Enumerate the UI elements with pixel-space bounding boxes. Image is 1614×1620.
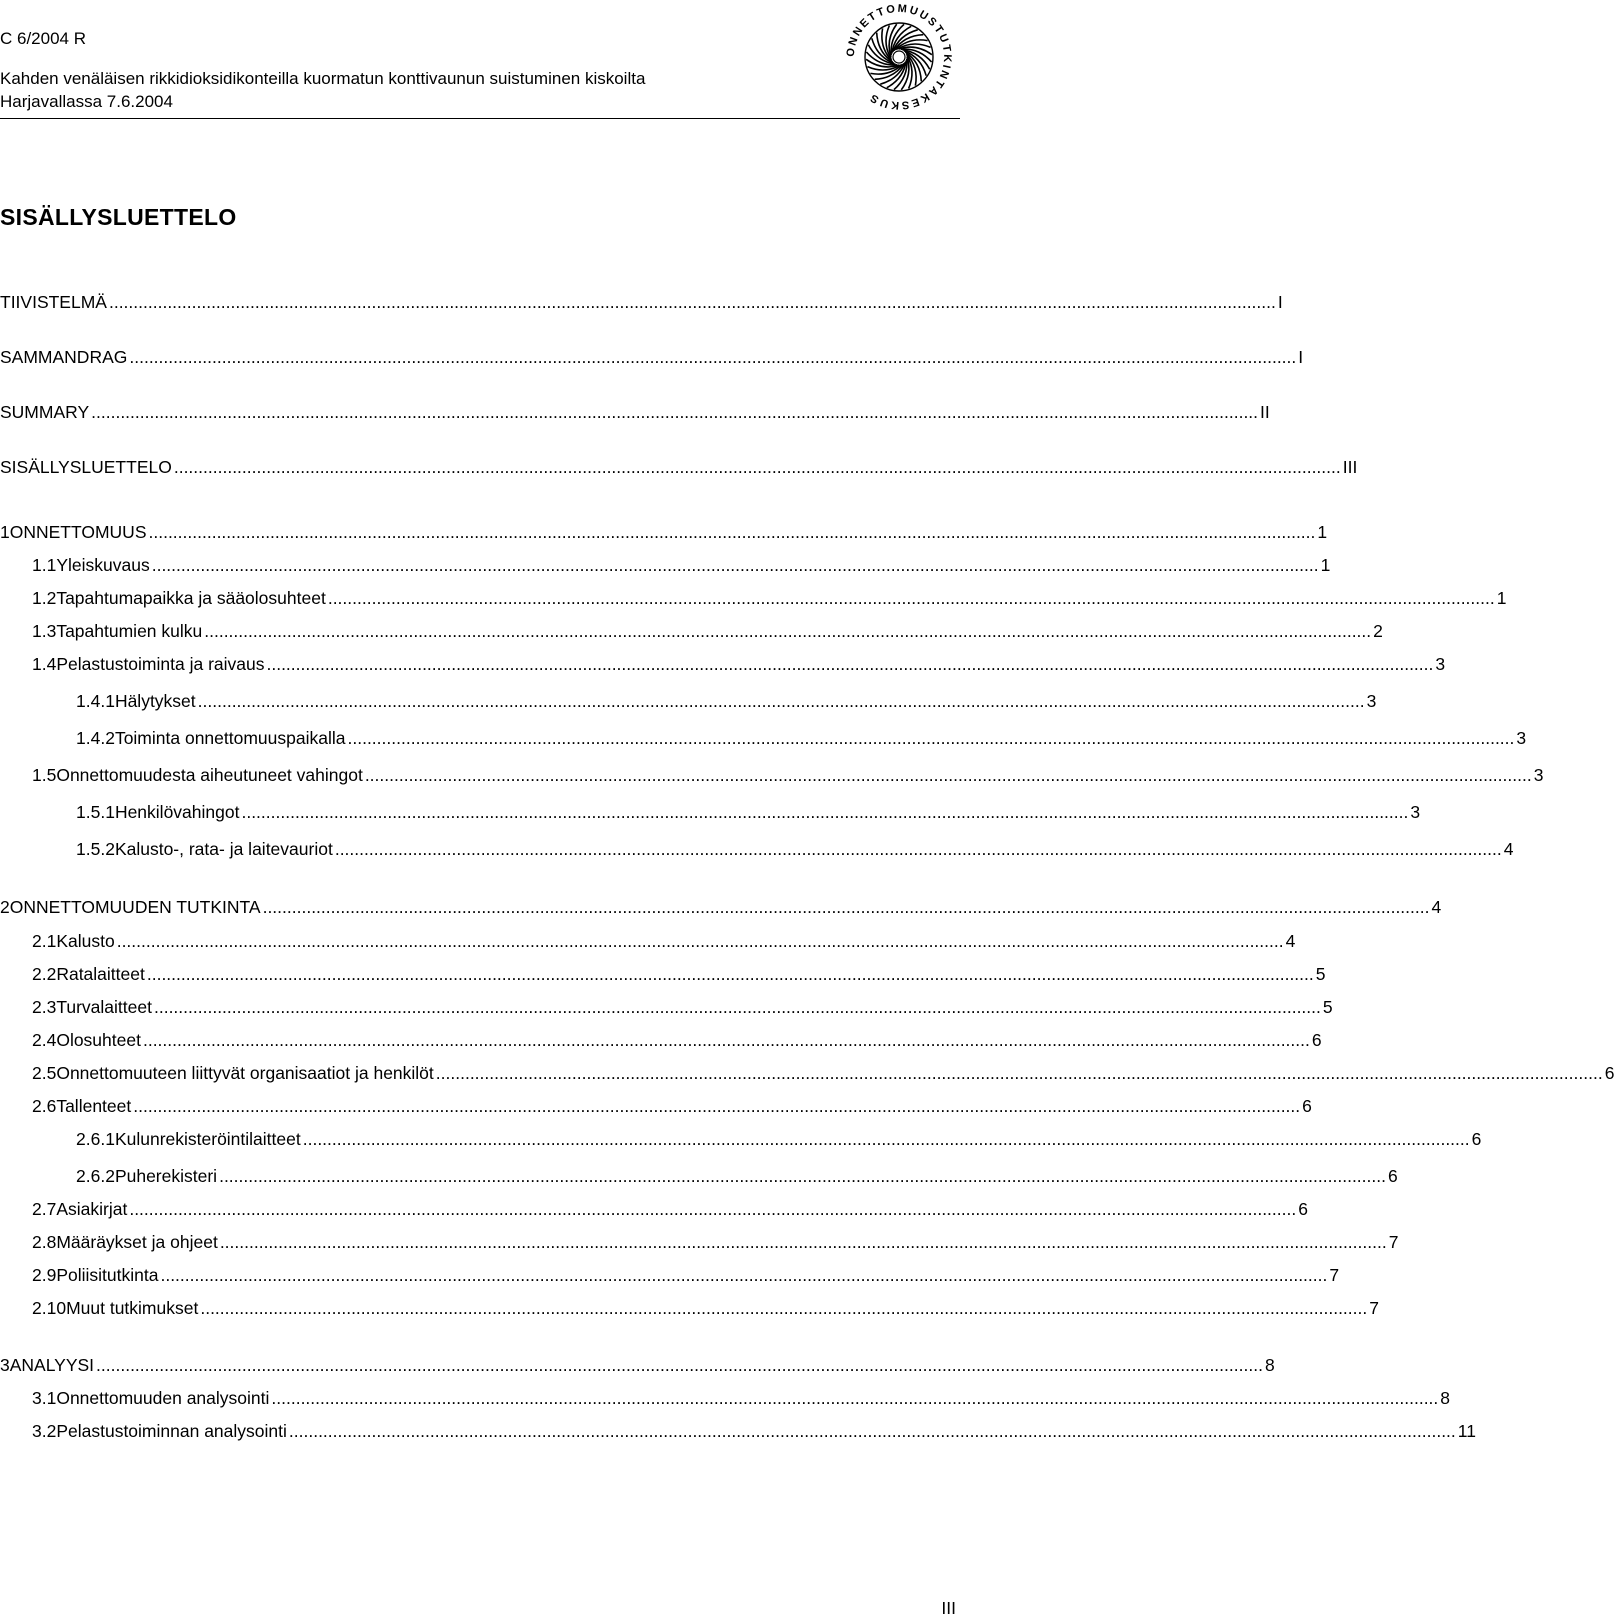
- toc-entry-title: Kulunrekisteröintilaitteet: [114, 1129, 301, 1149]
- toc-entry-page: 6: [1298, 1199, 1308, 1219]
- toc-entry-title: Onnettomuudesta aiheutuneet vahingot: [56, 765, 363, 785]
- toc-entry-number: 2.6.2: [76, 1166, 115, 1186]
- toc-entry[interactable]: [0, 345, 1304, 369]
- toc-entry-title: ANALYYSI: [9, 1355, 95, 1375]
- toc-entry[interactable]: [0, 652, 1446, 676]
- toc-dot-leader: ................................................................................................................................................................................................................................................: [219, 1166, 1386, 1186]
- toc-entry-page: 6: [1471, 1129, 1482, 1149]
- toc-entry-title: SUMMARY: [0, 402, 90, 422]
- toc-entry-title: Pelastustoiminnan analysointi: [56, 1421, 287, 1441]
- toc-entry-title: Pelastustoiminta ja raivaus: [56, 654, 265, 674]
- toc-entry[interactable]: [0, 1127, 1482, 1151]
- toc-entry-page: 1: [1320, 555, 1331, 575]
- toc-entry[interactable]: [0, 1197, 1308, 1221]
- toc-title: SISÄLLYSLUETTELO: [0, 204, 237, 230]
- toc-dot-leader: ................................................................................................................................................................................................................................................: [91, 402, 1259, 422]
- toc-entry[interactable]: [0, 800, 1421, 824]
- toc-entry-number: 1.1: [32, 555, 57, 575]
- toc-entry-page: 1: [1317, 522, 1328, 542]
- toc-entry-number: 1.4.2: [76, 728, 115, 748]
- toc-entry[interactable]: [0, 290, 1283, 314]
- toc-entry[interactable]: [0, 689, 1377, 713]
- toc-entry[interactable]: [0, 1386, 1451, 1410]
- toc-entry-number: 2.5: [32, 1063, 57, 1083]
- toc-entry-title: Yleiskuvaus: [56, 555, 150, 575]
- toc-entry-title: Henkilövahingot: [114, 802, 240, 822]
- toc-entry-number: 2.7: [32, 1199, 57, 1219]
- toc-dot-leader: ................................................................................................................................................................................................................................................: [241, 802, 1409, 822]
- toc-entry-title: Poliisitutkinta: [56, 1265, 159, 1285]
- toc-entry[interactable]: [0, 1028, 1322, 1052]
- toc-entry-page: 7: [1329, 1265, 1340, 1285]
- toc-entry-title: Olosuhteet: [56, 1030, 141, 1050]
- toc-entry-number: 1.5: [32, 765, 57, 785]
- toc-entry-title: Kalusto-, rata- ja laitevauriot: [114, 839, 333, 859]
- toc-entry-number: 2.9: [32, 1265, 57, 1285]
- toc-entry-page: 2: [1373, 621, 1383, 641]
- toc-entry[interactable]: [0, 962, 1326, 986]
- toc-dot-leader: ................................................................................................................................................................................................................................................: [302, 1129, 1470, 1149]
- toc-dot-leader: ................................................................................................................................................................................................................................................: [146, 964, 1314, 984]
- toc-entry-page: 1: [1496, 588, 1507, 608]
- toc-entry-page: 3: [1533, 765, 1544, 785]
- page-header: [0, 0, 960, 124]
- toc-entry-number: 2.3: [32, 997, 57, 1017]
- toc-entry-number: 1.3: [32, 621, 57, 641]
- toc-entry[interactable]: [0, 553, 1331, 577]
- toc-entry-number: 2.4: [32, 1030, 57, 1050]
- toc-entry-title: Ratalaitteet: [56, 964, 145, 984]
- toc-entry-title: Kalusto: [56, 931, 115, 951]
- toc-dot-leader: ................................................................................................................................................................................................................................................: [173, 457, 1341, 477]
- toc-entry-title: ONNETTOMUUS: [9, 522, 147, 542]
- toc-entry-title: SAMMANDRAG: [0, 347, 128, 367]
- toc-dot-leader: ................................................................................................................................................................................................................................................: [116, 931, 1284, 951]
- toc-entry[interactable]: [0, 1061, 1614, 1085]
- toc-entry[interactable]: [0, 763, 1544, 787]
- toc-entry-number: 1.5.2: [76, 839, 115, 859]
- toc-entry-page: 3: [1516, 728, 1527, 748]
- toc-entry-title: Turvalaitteet: [56, 997, 152, 1017]
- toc-entry-number: 3.1: [32, 1388, 57, 1408]
- toc-dot-leader: ................................................................................................................................................................................................................................................: [197, 691, 1365, 711]
- toc-entry-title: Onnettomuuteen liittyvät organisaatiot ja henkilöt: [56, 1063, 434, 1083]
- toc-entry-title: Onnettomuuden analysointi: [56, 1388, 270, 1408]
- toc-entry-title: ONNETTOMUUDEN TUTKINTA: [9, 897, 261, 917]
- toc-dot-leader: ................................................................................................................................................................................................................................................: [200, 1298, 1368, 1318]
- toc-dot-leader: ................................................................................................................................................................................................................................................: [364, 765, 1532, 785]
- toc-entry-title: Asiakirjat: [56, 1199, 128, 1219]
- toc-dot-leader: ................................................................................................................................................................................................................................................: [148, 522, 1316, 542]
- toc-entry[interactable]: [0, 400, 1270, 424]
- toc-entry-number: 1.5.1: [76, 802, 115, 822]
- toc-entry-page: 8: [1264, 1355, 1275, 1375]
- toc-dot-leader: ................................................................................................................................................................................................................................................: [160, 1265, 1328, 1285]
- toc-entry[interactable]: [0, 1296, 1379, 1320]
- toc-entry-number: 3.2: [32, 1421, 57, 1441]
- toc-entry-page: 11: [1457, 1421, 1476, 1441]
- toc-entry-page: 3: [1435, 654, 1446, 674]
- toc-entry[interactable]: [0, 619, 1383, 643]
- toc-entry[interactable]: [0, 1353, 1275, 1377]
- toc-entry[interactable]: [0, 726, 1527, 750]
- report-code: C 6/2004 R: [0, 29, 86, 48]
- toc-dot-leader: ................................................................................................................................................................................................................................................: [129, 347, 1297, 367]
- toc-entry-number: 2: [0, 897, 10, 917]
- toc-entry-page: 6: [1311, 1030, 1322, 1050]
- toc-entry[interactable]: [0, 995, 1333, 1019]
- toc-entry-page: II: [1260, 402, 1270, 422]
- toc-entry-number: 2.6.1: [76, 1129, 115, 1149]
- toc-entry-page: 6: [1302, 1096, 1312, 1116]
- toc-entry-title: Tallenteet: [56, 1096, 132, 1116]
- toc-entry-title: Tapahtumapaikka ja sääolosuhteet: [56, 588, 326, 608]
- toc-entry-number: 2.6: [32, 1096, 57, 1116]
- svg-text:ONNETTOMUUSTUTKINTAKESKUS: ONNETTOMUUSTUTKINTAKESKUS: [844, 2, 954, 112]
- toc-entry-page: 7: [1388, 1232, 1399, 1252]
- toc-entry-page: I: [1298, 347, 1304, 367]
- toc-dot-leader: ................................................................................................................................................................................................................................................: [327, 588, 1495, 608]
- toc-entry-page: 5: [1315, 964, 1326, 984]
- toc-entry-page: 7: [1369, 1298, 1379, 1318]
- toc-dot-leader: ................................................................................................................................................................................................................................................: [142, 1030, 1310, 1050]
- toc-entry[interactable]: [0, 1094, 1312, 1118]
- toc-dot-leader: ................................................................................................................................................................................................................................................: [151, 555, 1319, 575]
- toc-entry-number: 2.1: [32, 931, 57, 951]
- toc-dot-leader: ................................................................................................................................................................................................................................................: [262, 897, 1430, 917]
- toc-entry-title: TIIVISTELMÄ: [0, 292, 107, 312]
- toc-entry-page: 5: [1322, 997, 1333, 1017]
- toc-entry-number: 2.2: [32, 964, 57, 984]
- toc-entry-title: Puherekisteri: [114, 1166, 218, 1186]
- toc-dot-leader: ................................................................................................................................................................................................................................................: [266, 654, 1434, 674]
- toc-entry[interactable]: [0, 895, 1442, 919]
- header-rule: [0, 118, 960, 119]
- toc-entry-page: 6: [1387, 1166, 1398, 1186]
- toc-entry[interactable]: [0, 929, 1296, 953]
- toc-entry-page: 4: [1285, 931, 1296, 951]
- toc-dot-leader: ................................................................................................................................................................................................................................................: [271, 1388, 1439, 1408]
- toc-dot-leader: ................................................................................................................................................................................................................................................: [435, 1063, 1603, 1083]
- toc-dot-leader: ................................................................................................................................................................................................................................................: [153, 997, 1321, 1017]
- toc-entry[interactable]: [0, 1419, 1476, 1443]
- toc-entry-title: Toiminta onnettomuuspaikalla: [114, 728, 346, 748]
- toc-entry-page: 4: [1431, 897, 1442, 917]
- toc-entry-title: Muut tutkimukset: [66, 1298, 199, 1318]
- toc-entry[interactable]: [0, 520, 1328, 544]
- toc-entry-title: Määräykset ja ohjeet: [56, 1232, 218, 1252]
- toc-entry[interactable]: [0, 1263, 1340, 1287]
- toc-dot-leader: ................................................................................................................................................................................................................................................: [108, 292, 1276, 312]
- report-title-line-2: Harjavallassa 7.6.2004: [0, 92, 173, 111]
- toc-entry-number: 1.4.1: [76, 691, 115, 711]
- toc-dot-leader: ................................................................................................................................................................................................................................................: [133, 1096, 1301, 1116]
- toc-entry-number: 1.4: [32, 654, 57, 674]
- toc-entry[interactable]: [0, 1164, 1398, 1188]
- toc-entry-page: 8: [1440, 1388, 1451, 1408]
- toc-entry[interactable]: [0, 586, 1507, 610]
- toc-dot-leader: ................................................................................................................................................................................................................................................: [334, 839, 1502, 859]
- toc-dot-leader: ................................................................................................................................................................................................................................................: [347, 728, 1515, 748]
- toc-entry-page: 3: [1366, 691, 1377, 711]
- toc-entry-page: I: [1277, 292, 1283, 312]
- toc-entry-page: III: [1342, 457, 1358, 477]
- toc-dot-leader: ................................................................................................................................................................................................................................................: [96, 1355, 1263, 1375]
- page-number: III: [941, 1598, 956, 1618]
- toc-dot-leader: ................................................................................................................................................................................................................................................: [129, 1199, 1297, 1219]
- report-title-line-1: Kahden venäläisen rikkidioksidikonteilla kuormatun konttivaunun suistuminen kiskoilta: [0, 69, 646, 88]
- toc-entry-title: Hälytykset: [114, 691, 196, 711]
- toc-dot-leader: ................................................................................................................................................................................................................................................: [219, 1232, 1387, 1252]
- toc-entry-page: 6: [1604, 1063, 1614, 1083]
- toc-entry-title: Tapahtumien kulku: [56, 621, 203, 641]
- toc-entry-number: 1.2: [32, 588, 57, 608]
- toc-entry[interactable]: [0, 1230, 1399, 1254]
- toc-entry-number: 3: [0, 1355, 10, 1375]
- accident-investigation-board-seal-icon: [844, 2, 954, 112]
- toc-entry-page: 4: [1503, 839, 1514, 859]
- toc-dot-leader: ................................................................................................................................................................................................................................................: [288, 1421, 1456, 1441]
- toc-entry[interactable]: [0, 455, 1358, 479]
- toc-entry-title: SISÄLLYSLUETTELO: [0, 457, 172, 477]
- toc-dot-leader: ................................................................................................................................................................................................................................................: [204, 621, 1372, 641]
- toc-entry-page: 3: [1410, 802, 1421, 822]
- toc-entry-number: 2.10: [32, 1298, 67, 1318]
- toc-entry-number: 1: [0, 522, 10, 542]
- toc-entry-number: 2.8: [32, 1232, 57, 1252]
- toc-entry[interactable]: [0, 837, 1514, 861]
